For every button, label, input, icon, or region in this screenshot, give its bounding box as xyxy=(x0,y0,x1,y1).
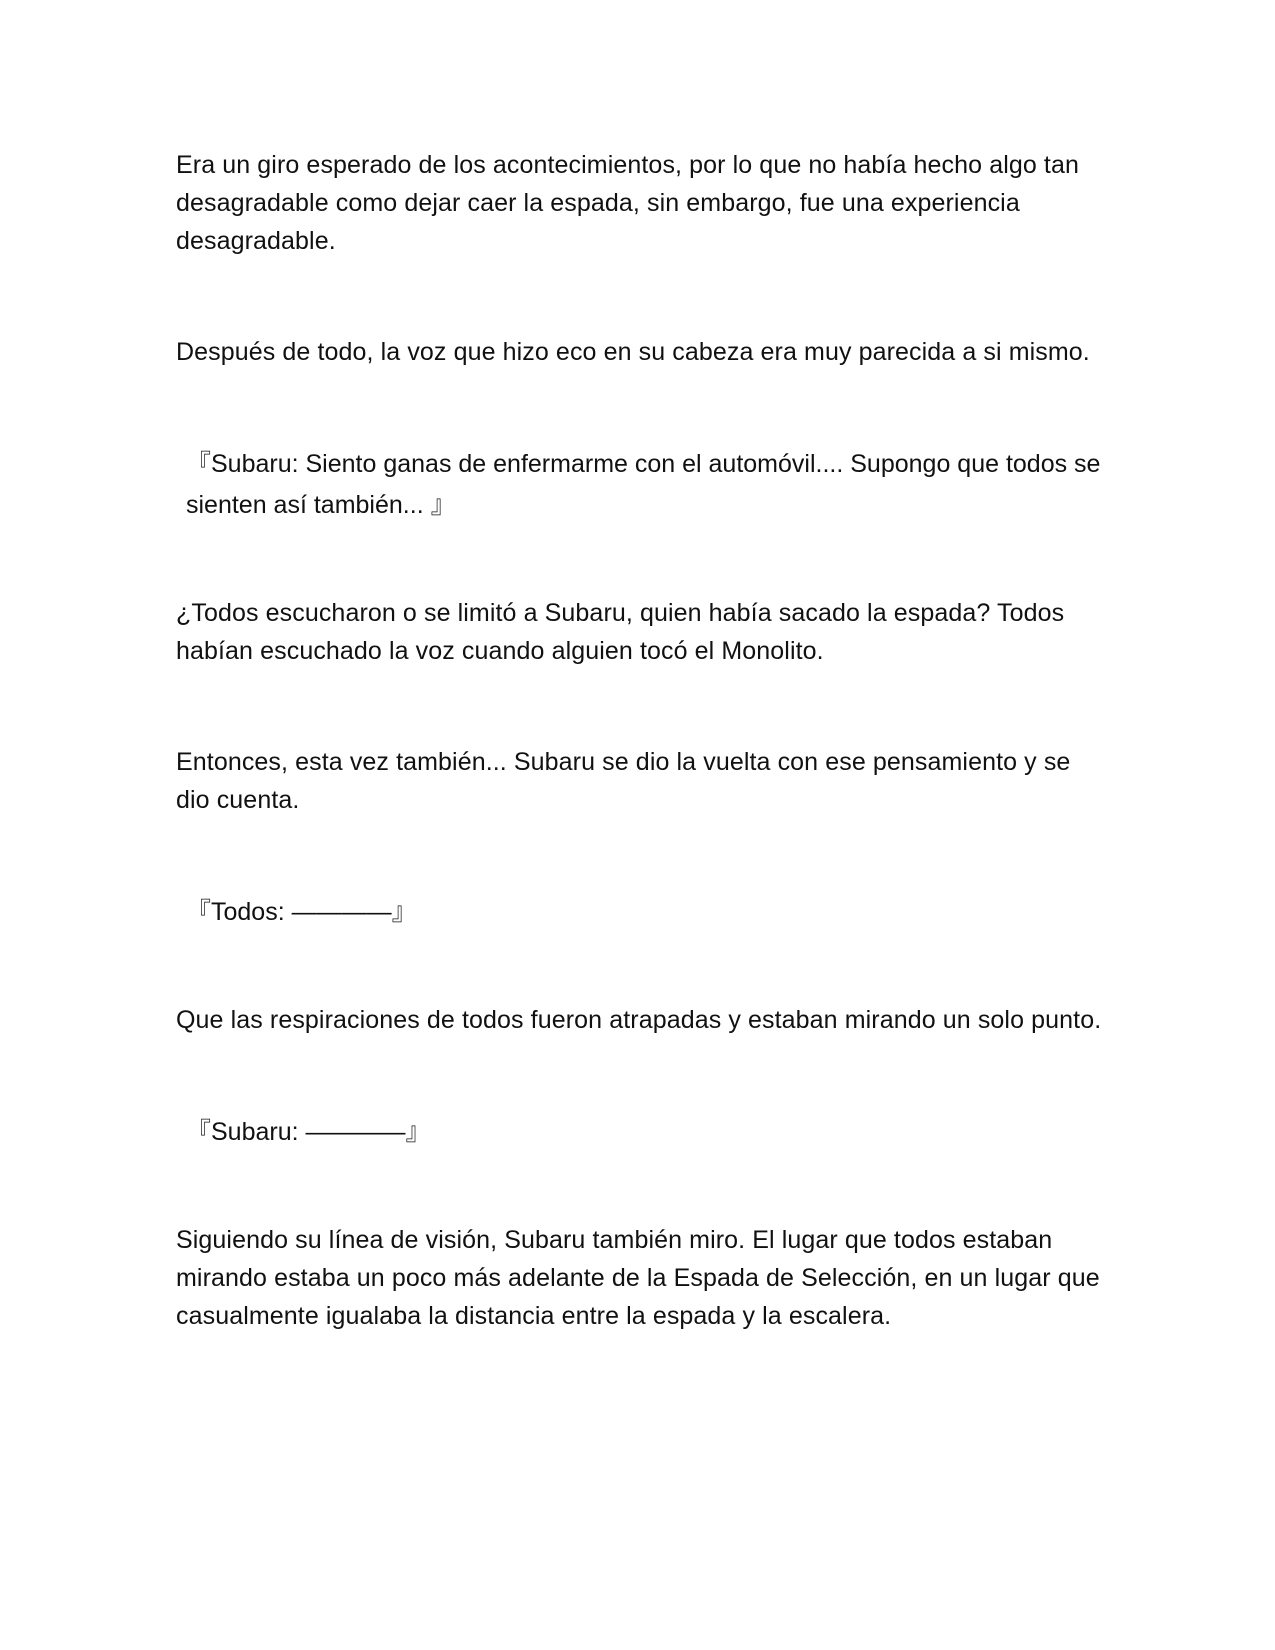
dialogue-line-todos: 『Todos: ————』 xyxy=(186,898,417,926)
paragraph-4: ¿Todos escucharon o se limitó a Subaru, quien había sacado la espada? Todos habían escuchado la voz cuando alguien tocó el Monolito. xyxy=(176,599,1065,665)
document-body xyxy=(176,146,1111,1335)
paragraph-9: Siguiendo su línea de visión, Subaru también miro. El lugar que todos estaban mirando estaba un poco más adelante de la Espada de Selección, en un lugar que casualmente igualaba la distancia entre la espada y la escalera. xyxy=(176,1226,1100,1330)
paragraph-spacer xyxy=(176,819,1111,892)
paragraph-spacer xyxy=(176,260,1111,333)
dialogue-line-subaru: 『Subaru: Siento ganas de enfermarme con el automóvil.... Supongo que todos se sienten así también... 』 xyxy=(186,450,1101,519)
dialogue-line-subaru-silent: 『Subaru: ————』 xyxy=(186,1118,431,1146)
paragraph-spacer xyxy=(176,933,1111,1001)
paragraph-7: Que las respiraciones de todos fueron atrapadas y estaban mirando un solo punto. xyxy=(176,1006,1102,1034)
paragraph-2: Después de todo, la voz que hizo eco en su cabeza era muy parecida a si mismo. xyxy=(176,338,1090,366)
paragraph-spacer xyxy=(176,1153,1111,1221)
paragraph-spacer xyxy=(176,526,1111,594)
paragraph-spacer xyxy=(176,670,1111,743)
paragraph-5: Entonces, esta vez también... Subaru se dio la vuelta con ese pensamiento y se dio cuenta. xyxy=(176,748,1071,814)
paragraph-1: Era un giro esperado de los acontecimientos, por lo que no había hecho algo tan desagradable como dejar caer la espada, sin embargo, fue una experiencia desagradable. xyxy=(176,151,1079,255)
paragraph-spacer xyxy=(176,1039,1111,1112)
paragraph-spacer xyxy=(176,371,1111,444)
